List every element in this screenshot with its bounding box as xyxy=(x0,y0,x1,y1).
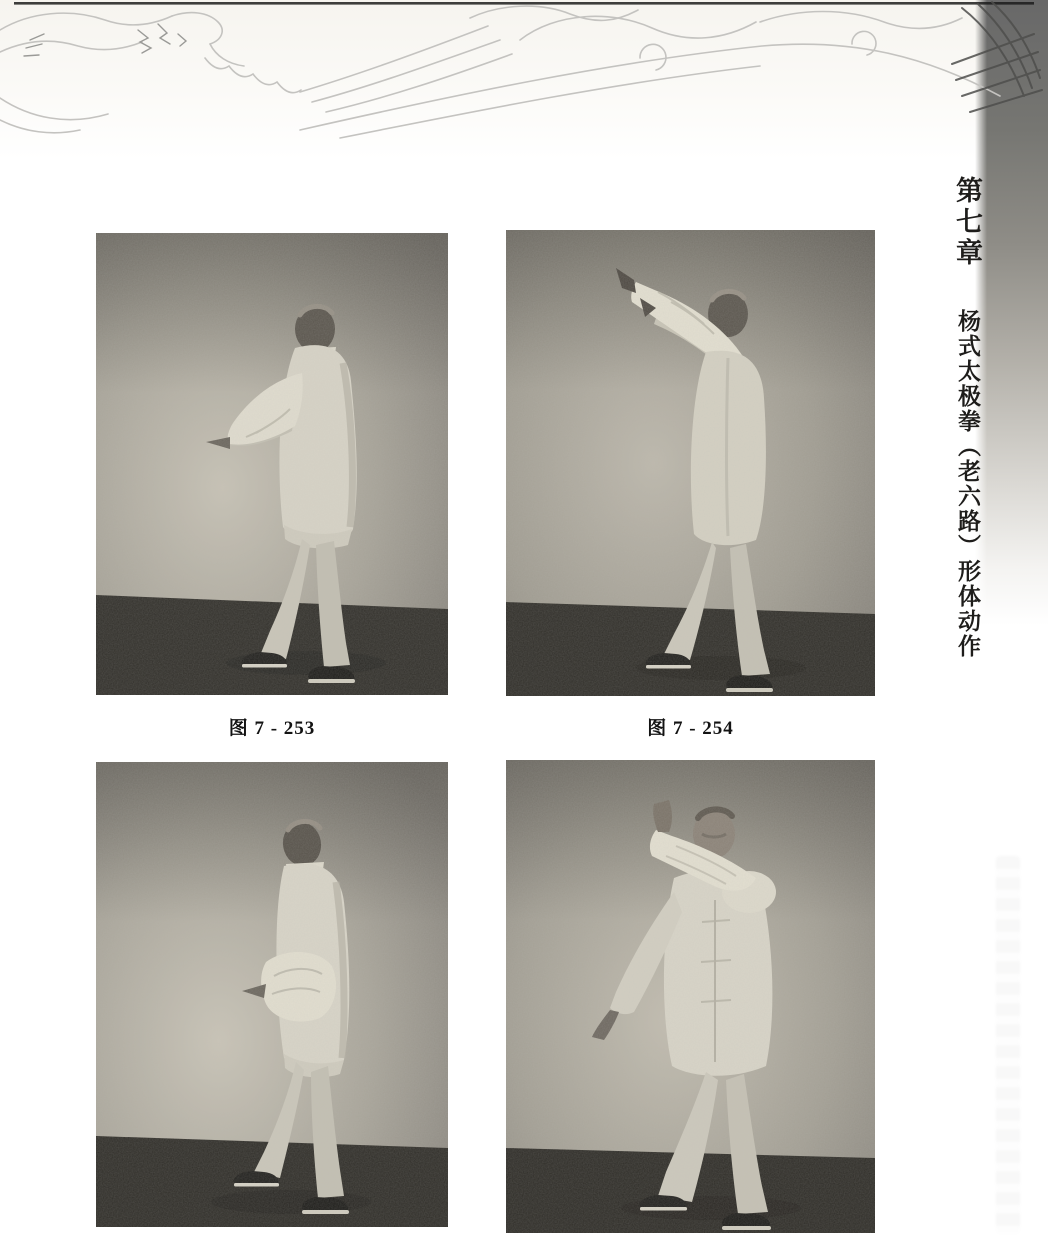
taichi-photo-3 xyxy=(96,762,448,1227)
taichi-photo-4 xyxy=(506,760,875,1233)
dragon-cloud-ornament-icon xyxy=(0,0,1048,140)
taichi-photo-7-253-image xyxy=(96,233,448,695)
page-bleedthrough-smudge xyxy=(996,856,1020,1234)
chapter-heading xyxy=(948,176,987,696)
taichi-photo-7-254-image xyxy=(506,230,875,696)
figure-caption-7-253: 图 7 - 253 xyxy=(228,718,316,739)
top-rule xyxy=(14,2,1034,5)
chapter-number: 第七章 xyxy=(952,176,982,269)
figure-caption-7-254: 图 7 - 254 xyxy=(647,718,734,739)
chapter-title: 杨式太极拳（老六路）形体动作 xyxy=(954,309,981,659)
taichi-photo-3-image xyxy=(96,762,448,1227)
taichi-photo-7-253 xyxy=(96,233,448,695)
taichi-photo-4-image xyxy=(506,760,875,1233)
taichi-photo-7-254 xyxy=(506,230,875,696)
